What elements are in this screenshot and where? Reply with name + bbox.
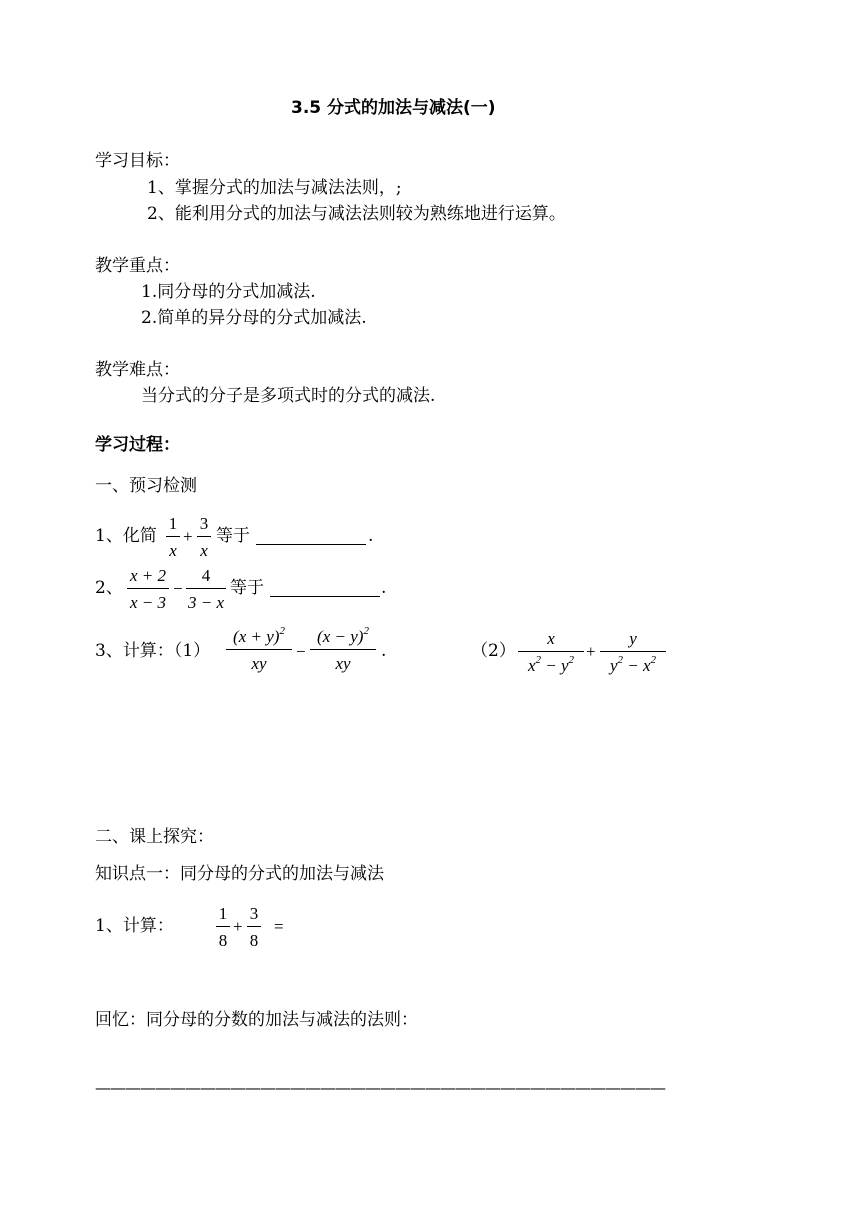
answer-line: ——————————————————————————————————————	[95, 1078, 665, 1097]
fraction-1-over-x: 1 x	[166, 515, 180, 559]
minus-sign: −	[173, 579, 183, 598]
fraction-x-plus-2-over-x-minus-3: x + 2 x − 3	[127, 567, 169, 611]
fraction-4-over-3-minus-x: 4 3 − x	[187, 566, 225, 612]
fraction-1-over-8: 1 8	[216, 905, 230, 949]
preview-q3-prefix: 3、计算：（1）	[95, 641, 211, 661]
difficulties-heading: 教学难点：	[95, 360, 180, 380]
explore-heading: 二、课上探究：	[95, 827, 214, 847]
fraction-x-over-x2-minus-y2: x $x^2 - y^2$	[518, 630, 584, 674]
plus-sign: +	[183, 527, 193, 546]
preview-q1-prefix: 1、化简	[95, 526, 157, 546]
plus-sign: +	[586, 642, 596, 661]
fraction-x-minus-y-squared-over-xy: $(x - y)^2$ xy	[310, 628, 376, 672]
preview-q2-suffix: 等于	[230, 578, 264, 598]
minus-sign: −	[296, 642, 306, 661]
explore-q1-prefix: 1、计算：	[95, 916, 174, 936]
objective-item-2: 2、能利用分式的加法与减法法则较为熟练地进行运算。	[147, 204, 566, 224]
objectives-heading: 学习目标：	[95, 151, 180, 171]
process-heading: 学习过程：	[95, 435, 180, 455]
fraction-x-plus-y-squared-over-xy: $(x + y)^2$ xy	[226, 628, 292, 672]
objective-item-1: 1、掌握分式的加法与减法法则，;	[147, 178, 402, 198]
preview-q2-prefix: 2、	[95, 578, 123, 598]
answer-blank-2[interactable]	[270, 579, 380, 597]
recall-prompt: 回忆：同分母的分数的加法与减法的法则：	[95, 1010, 418, 1030]
period: .	[381, 641, 387, 661]
answer-blank-1[interactable]	[256, 527, 366, 545]
preview-q1-suffix: 等于	[216, 526, 250, 546]
plus-sign: +	[233, 917, 243, 936]
equals-sign: =	[274, 917, 284, 936]
fraction-y-over-y2-minus-x2: y $y^2 - x^2$	[600, 630, 666, 674]
preview-q3-part2-label: （2）	[471, 641, 516, 661]
key-points-heading: 教学重点：	[95, 256, 180, 276]
knowledge-point-1: 知识点一：同分母的分式的加法与减法	[95, 864, 384, 884]
key-point-1: 1.同分母的分式加减法.	[141, 282, 316, 302]
fraction-3-over-x: 3 x	[197, 515, 211, 559]
preview-heading: 一、预习检测	[95, 476, 197, 496]
fraction-3-over-8: 3 8	[247, 905, 261, 949]
difficulty-item-1: 当分式的分子是多项式时的分式的减法.	[141, 386, 436, 406]
key-point-2: 2.简单的异分母的分式加减法.	[141, 308, 367, 328]
period: .	[368, 526, 374, 546]
page-title: 3.5 分式的加法与减法(一)	[291, 98, 496, 118]
period: .	[381, 578, 387, 598]
